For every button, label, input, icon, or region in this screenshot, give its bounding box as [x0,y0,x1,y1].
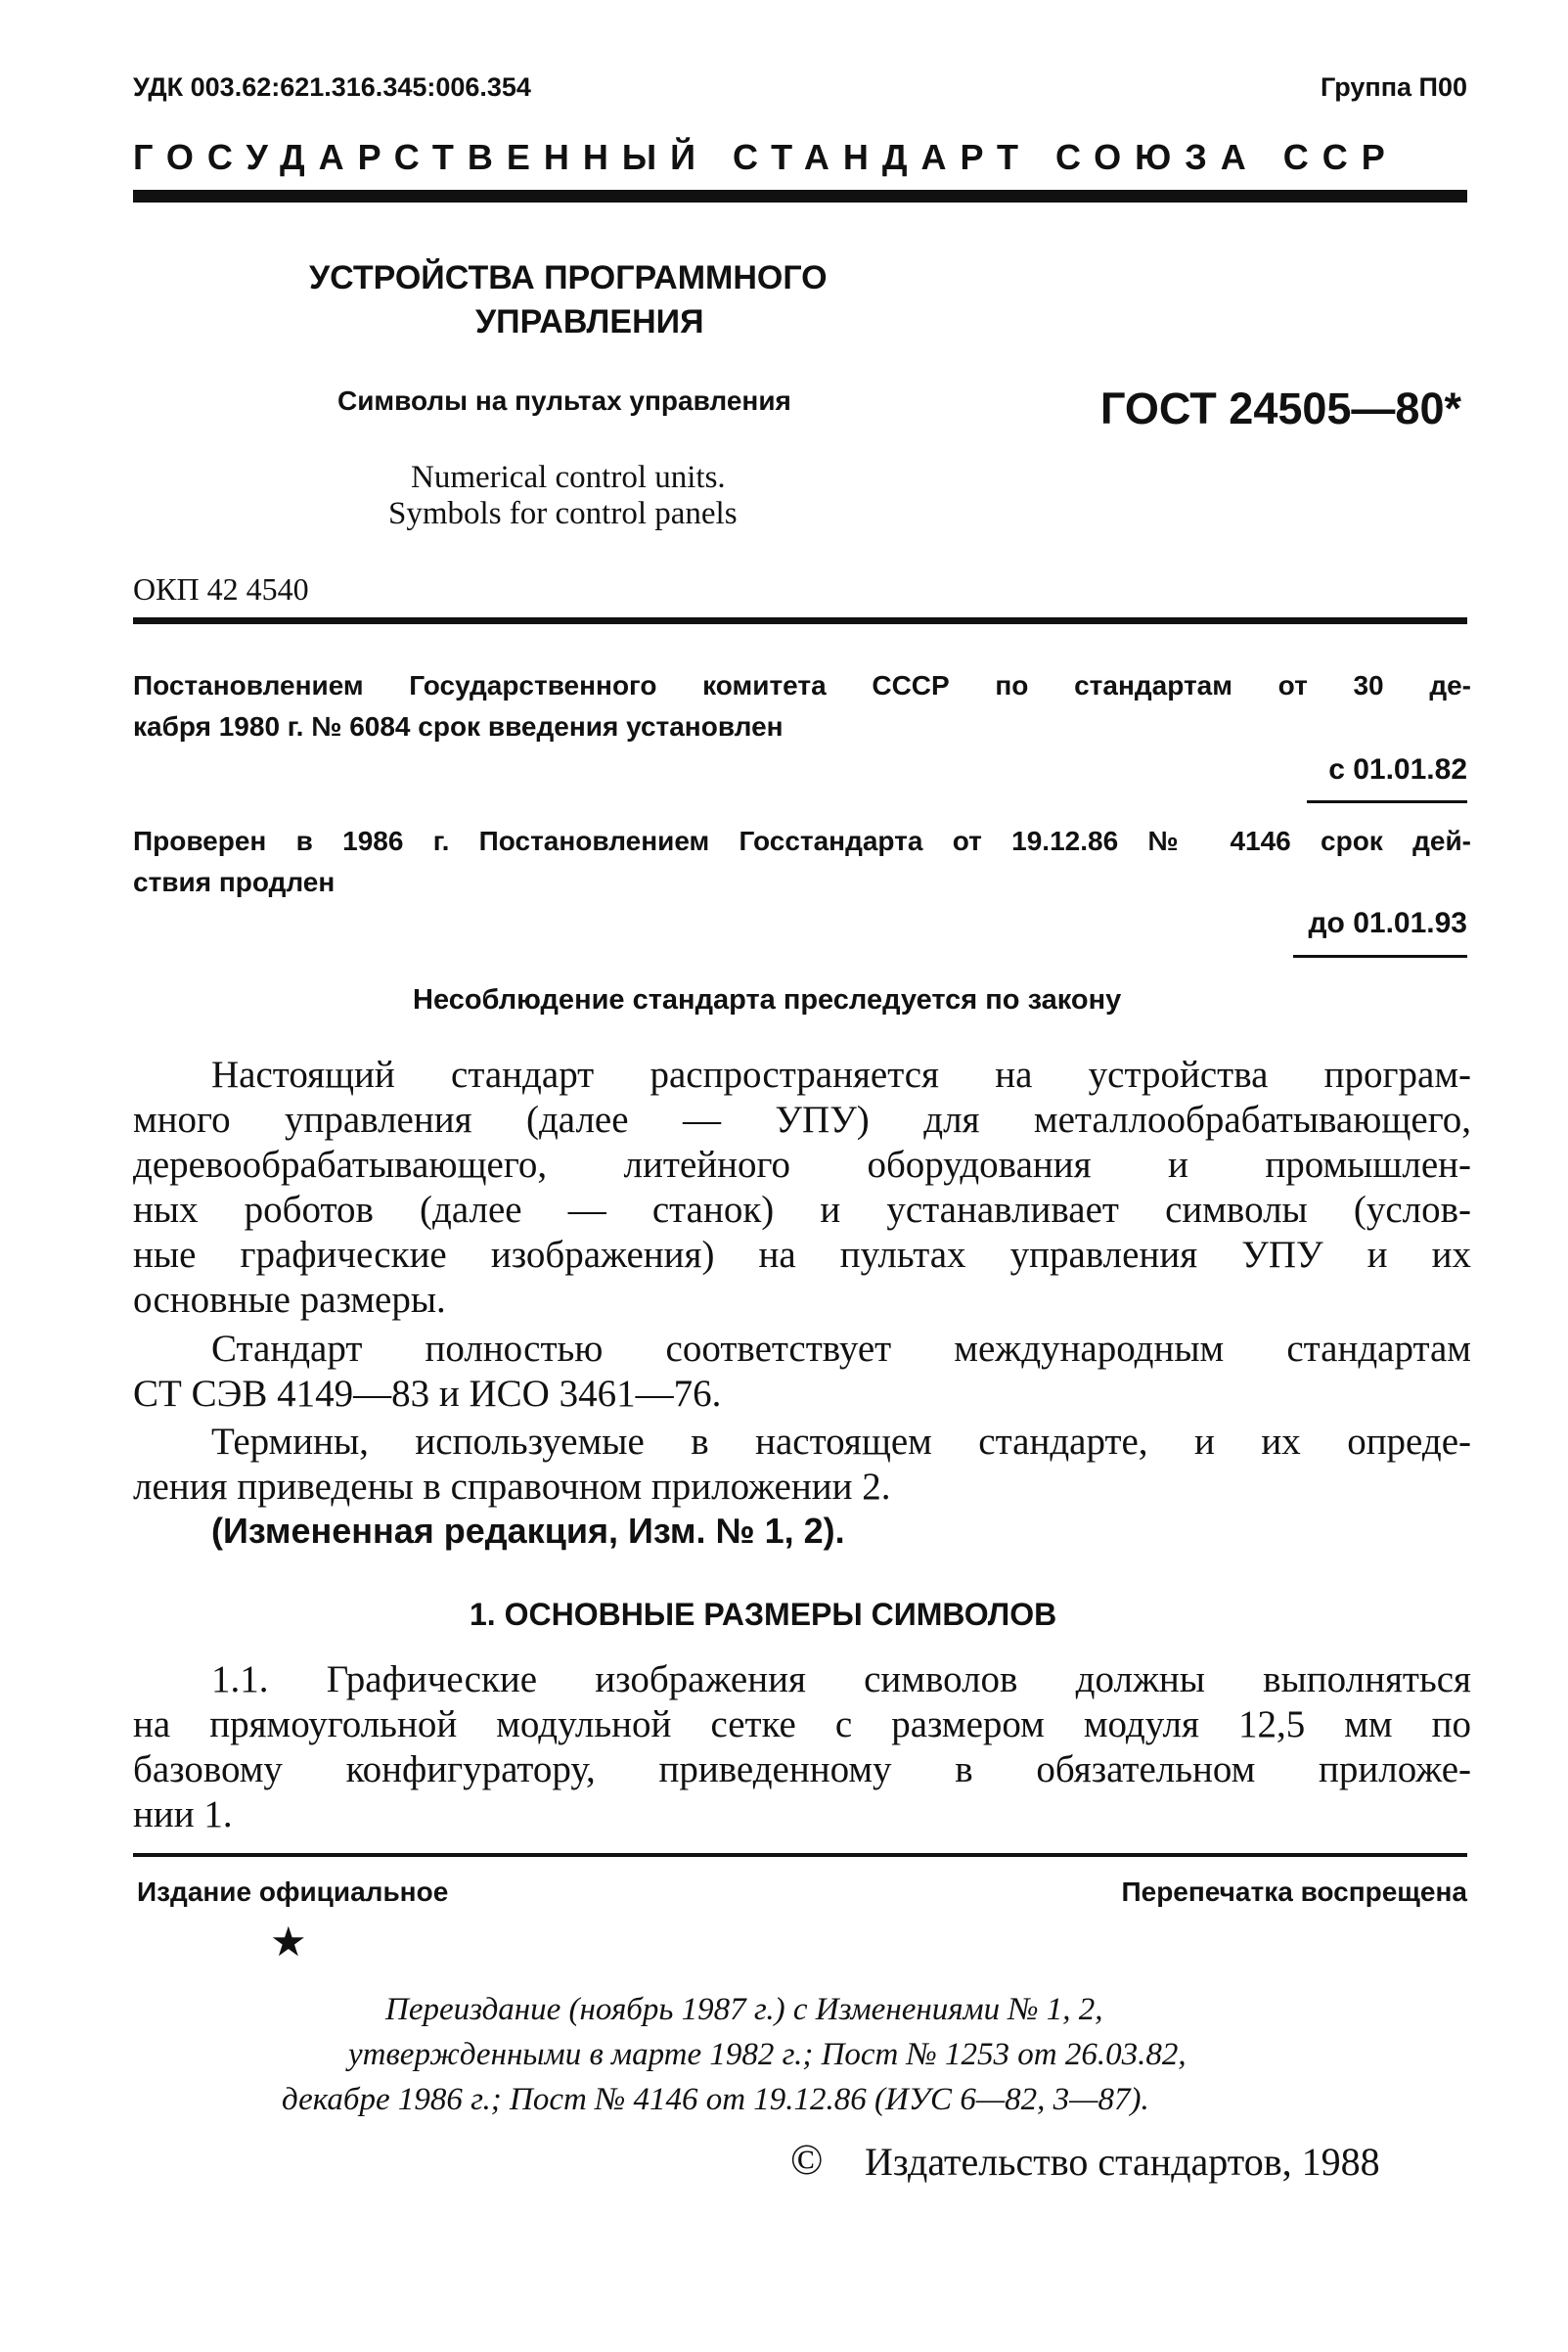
official-edition: Издание официальное [137,1877,449,1907]
section-heading: 1. ОСНОВНЫЕ РАЗМЕРЫ СИМВОЛОВ [470,1597,1057,1632]
gost-number: ГОСТ 24505—80* [1100,384,1461,433]
text-line: много управления (далее — УПУ) для металлообрабатывающего, [133,1099,1471,1141]
title-rule [133,617,1467,624]
terms-paragraph [133,1420,1471,1510]
copyright-icon: © [790,2136,824,2184]
title-en-line1: Numerical control units. [411,460,726,495]
header-rule [133,190,1467,203]
text-line: Стандарт полностью соответствует международным стандартам [211,1328,1471,1370]
effective-date: с 01.01.82 [1328,753,1467,786]
text-line: Настоящий стандарт распространяется на устройства програм- [211,1054,1471,1096]
effective-date-rule [1307,800,1467,803]
text-line: СТ СЭВ 4149—83 и ИСО 3461—76. [133,1373,722,1415]
text-line: 1.1. Графические изображения символов должны выполняться [211,1658,1471,1700]
reissue-line2: утвержденными в марте 1982 г.; Пост № 1253 от 26.03.82, [348,2037,1187,2072]
udc-code: УДК 003.62:621.316.345:006.354 [133,72,531,102]
reprint-prohibited: Перепечатка воспрещена [1121,1877,1467,1907]
expiry-date-rule [1293,955,1467,958]
footer-rule [133,1853,1467,1857]
star-icon: ★ [270,1921,307,1966]
title-ru-line1: УСТРОЙСТВА ПРОГРАММНОГО [309,259,828,296]
compliance-paragraph [133,1327,1471,1417]
text-line: нии 1. [133,1793,233,1835]
title-en-line2: Symbols for control panels [388,496,738,531]
text-line: ления приведены в справочном приложении 2. [133,1466,891,1508]
text-line: ные графические изображения) на пультах управления УПУ и их [133,1234,1471,1276]
text-line: основные размеры. [133,1279,446,1321]
text-line: на прямоугольной модульной сетке с размером модуля 12,5 мм по [133,1703,1471,1745]
okp-code: ОКП 42 4540 [133,571,309,607]
text-line: базовому конфигуратору, приведенному в обязательном приложе- [133,1748,1471,1790]
reissue-line3: декабре 1986 г.; Пост № 4146 от 19.12.86 (ИУС 6—82, 3—87). [282,2082,1149,2117]
title-ru-subtitle: Символы на пультах управления [337,385,791,416]
copyright-text: Издательство стандартов, 1988 [865,2140,1380,2184]
text-line: деревообрабатывающего, литейного оборудования и промышлен- [133,1144,1471,1186]
revision-line2: ствия продлен [133,867,336,897]
decree-line2: кабря 1980 г. № 6084 срок введения установлен [133,711,784,742]
text-line: ных роботов (далее — станок) и устанавливает символы (услов- [133,1189,1471,1231]
expiry-date: до 01.01.93 [1308,907,1467,939]
group-code: Группа П00 [1320,72,1467,102]
amendment-note: (Измененная редакция, Изм. № 1, 2). [211,1511,845,1551]
reissue-line1: Переиздание (ноябрь 1987 г.) с Изменениями № 1, 2, [385,1992,1103,2027]
clause-1-1 [133,1657,1471,1837]
text-line: Термины, используемые в настоящем стандарте, и их опреде- [211,1421,1471,1463]
revision-line1: Проверен в 1986 г. Постановлением Госстандарта от 19.12.86 № 4146 срок дей- [133,826,1471,856]
state-standard-heading: ГОСУДАРСТВЕННЫЙ СТАНДАРТ СОЮЗА ССР [133,137,1399,177]
title-ru-line2: УПРАВЛЕНИЯ [475,303,704,340]
intro-paragraph [133,1053,1471,1323]
decree-line1: Постановлением Государственного комитета СССР по стандартам от 30 де- [133,670,1471,701]
legal-warning: Несоблюдение стандарта преследуется по закону [413,984,1122,1016]
